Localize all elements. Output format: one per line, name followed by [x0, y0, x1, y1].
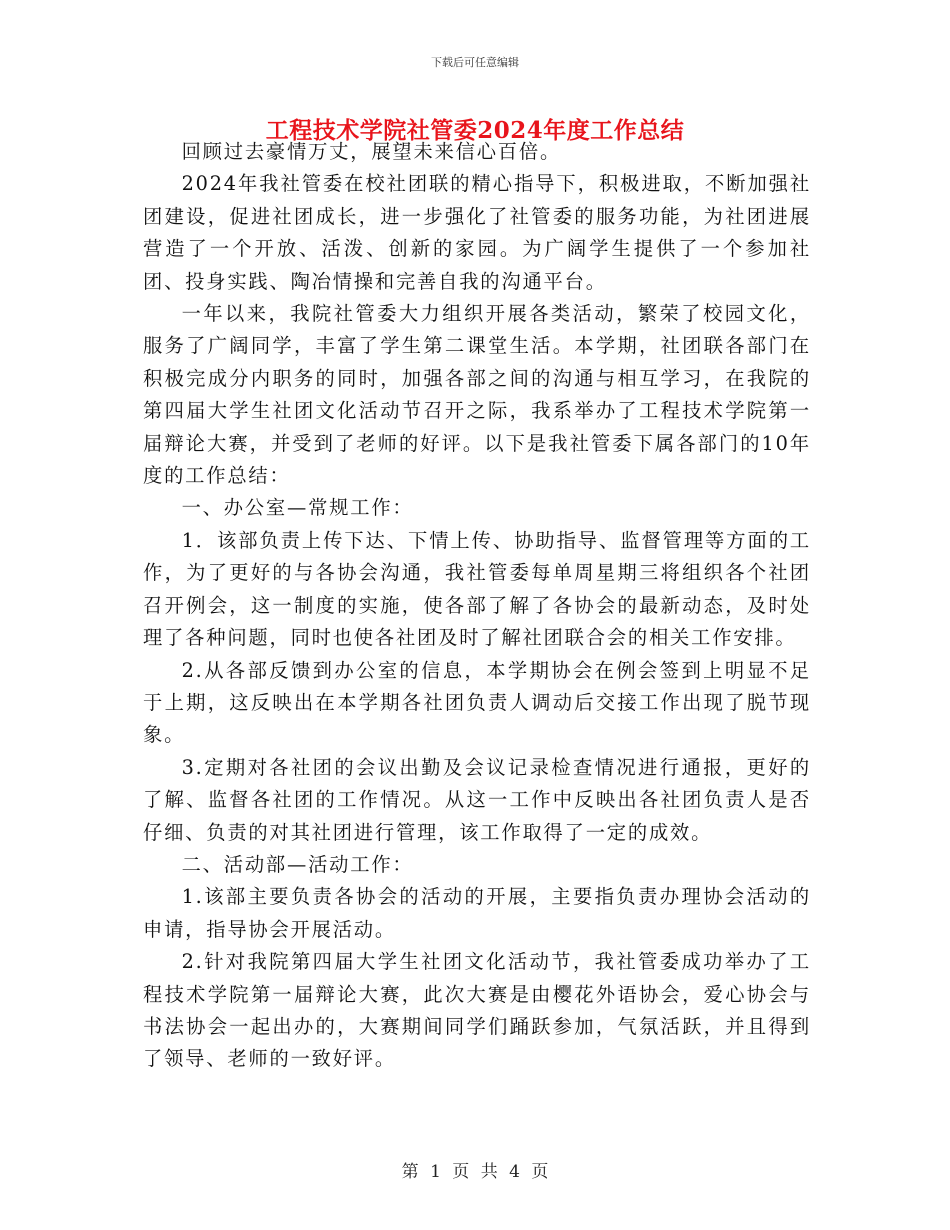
document-title: 工程技术学院社管委2024年度工作总结 — [265, 117, 685, 144]
paragraph: 3.定期对各社团的会议出勤及会议记录检查情况进行通报，更好的了解、监督各社团的工作情况。从这一工作中反映出各社团负责人是否仔细、负责的对其社团进行管理，该工作取得了一定的成效。 — [143, 755, 811, 844]
paragraph: 2.针对我院第四届大学生社团文化活动节，我社管委成功举办了工程技术学院第一届辩论大赛，此次大赛是由樱花外语协会，爱心协会与书法协会一起出办的，大赛期间同学们踊跃参加，气氛活跃，并且得到了领导、老师的一致好评。 — [143, 950, 811, 1071]
paragraph: 1．该部负责上传下达、下情上传、协助指导、监督管理等方面的工作，为了更好的与各协会沟通，我社管委每单周星期三将组织各个社团召开例会，这一制度的实施，使各部了解了各协会的最新动态，及时处理了各种问题，同时也使各社团及时了解社团联合会的相关工作安排。 — [143, 528, 811, 650]
paragraph: 1.该部主要负责各协会的活动的开展，主要指负责办理协会活动的申请，指导协会开展活动。 — [143, 885, 811, 941]
document-body — [143, 136, 811, 1076]
paragraph: 2024年我社管委在校社团联的精心指导下，积极进取，不断加强社团建设，促进社团成长，进一步强化了社管委的服务功能，为社团进展营造了一个开放、活泼、创新的家园。为广阔学生提供了一个参加社团、投身实践、陶冶情操和完善自我的沟通平台。 — [143, 172, 811, 293]
section-heading: 二、活动部—活动工作： — [181, 852, 414, 876]
section-heading: 一、办公室—常规工作： — [181, 496, 414, 520]
paragraph: 2.从各部反馈到办公室的信息，本学期协会在例会签到上明显不足于上期，这反映出在本学期各社团负责人调动后交接工作出现了脱节现象。 — [143, 658, 811, 747]
page-footer: 第 1 页 共 4 页 — [401, 1162, 549, 1182]
paragraph: 一年以来，我院社管委大力组织开展各类活动，繁荣了校园文化，服务了广阔同学，丰富了学生第二课堂生活。本学期，社团联各部门在积极完成分内职务的同时，加强各部之间的沟通与相互学习，在我院的第四届大学生社团文化活动节召开之际，我系举办了工程技术学院第一届辩论大赛，并受到了老师的好评。以下是我社管委下属各部门的10年度的工作总结： — [143, 302, 811, 488]
paragraph: 回顾过去豪情万丈，展望未来信心百倍。 — [181, 140, 562, 163]
page-header: 下载后可任意编辑 — [431, 56, 519, 69]
